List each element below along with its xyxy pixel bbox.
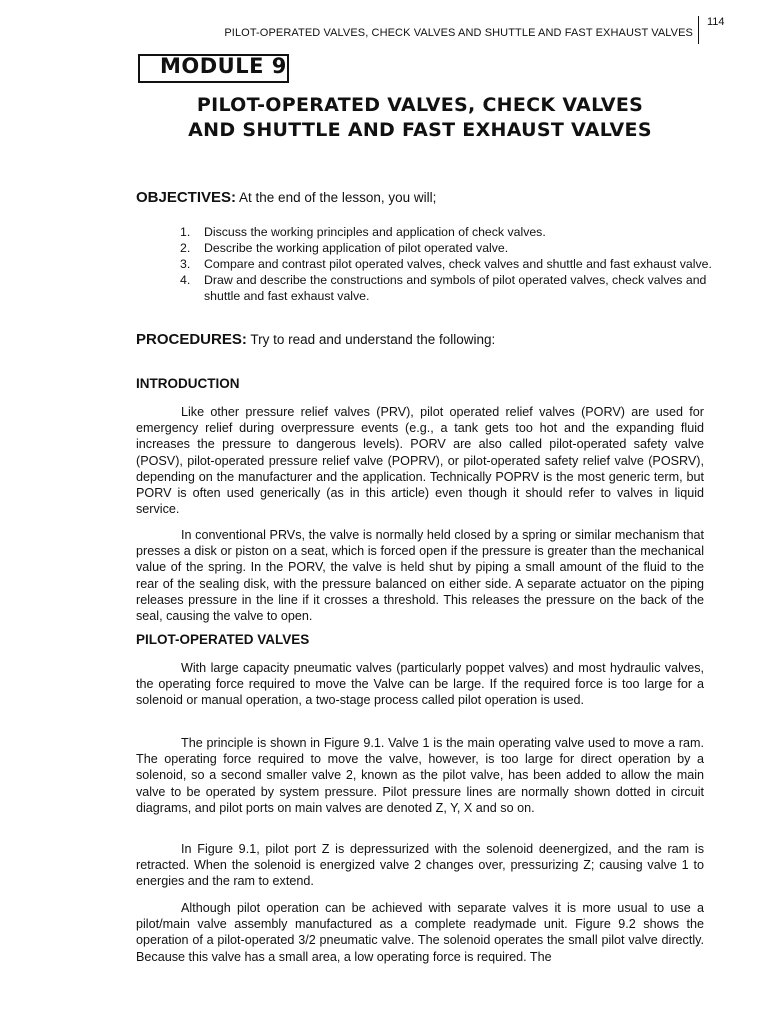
objective-text: Discuss the working principles and application of check valves. [204,225,546,239]
pilot-operated-paragraph-1: With large capacity pneumatic valves (particularly poppet valves) and most hydraulic valves, the operating force required to move the Valve can be large. If the required force is too large for a solenoid or manual operation, a two-stage process called pilot operation is used. [136,661,704,708]
objectives-line [136,189,736,206]
objectives-intro: At the end of the lesson, you will; [236,190,437,205]
objective-number: 1. [180,225,191,239]
introduction-paragraph-1: Like other pressure relief valves (PRV), pilot operated relief valves (PORV) are used for emergency relief during overpressure events (e.g., a tank gets too hot and the expanding fluid increases the pressure to dangerous levels). PORV are also called pilot-operated safety valve (POSV), pilot-operated pressure relief valve (POPRV), or pilot-operated safety relief valve (POSRV), depending on the manufacturer and the application. Technically POPRV is the most generic term, but PORV is often used generically (as in this article) even though it should refer to valves in liquid service. [136,405,704,517]
pilot-operated-heading: PILOT-OPERATED VALVES [136,632,310,647]
page-number: 114 [707,16,725,28]
objective-item [180,240,720,256]
objective-number: 2. [180,241,191,255]
objective-item [180,256,720,272]
page-title [120,93,720,143]
introduction-paragraph-2: In conventional PRVs, the valve is normally held closed by a spring or similar mechanism that presses a disk or piston on a seat, which is forced open if the pressure is greater than the mechanical value of the spring. In the PORV, the valve is held shut by piping a small amount of the fluid to the rear of the sealing disk, with the pressure balanced on either side. A separate actuator on the piping releases pressure in the line if it crosses a threshold. This releases the pressure on the back of the seal, causing the valve to open. [136,528,704,624]
objectives-label: OBJECTIVES: [136,189,237,206]
objective-number: 3. [180,257,191,271]
objective-item [180,224,720,240]
pilot-operated-paragraph-3: In Figure 9.1, pilot port Z is depressurized with the solenoid deenergized, and the ram is retracted. When the solenoid is energized valve 2 changes over, pressurizing Z; causing valve 1 to energies and the ram to extend. [136,842,704,889]
module-label: MODULE 9 [160,54,287,78]
objective-text: Draw and describe the constructions and symbols of pilot operated valves, check valves and shuttle and fast exhaust valve. [204,273,707,303]
pilot-operated-paragraph-2: The principle is shown in Figure 9.1. Valve 1 is the main operating valve used to move a ram. The operating force required to move the valve, however, is too large for direct operation by a solenoid, so a second smaller valve 2, known as the pilot valve, has been added to allow the main valve to be operated by system pressure. Pilot pressure lines are normally shown dotted in circuit diagrams, and pilot ports on main valves are denoted Z, Y, X and so on. [136,736,704,815]
title-line-2: AND SHUTTLE AND FAST EXHAUST VALVES [188,119,652,141]
objective-item [180,272,720,304]
header-divider [698,16,699,44]
objective-text: Describe the working application of pilot operated valve. [204,241,509,255]
title-line-1: PILOT-OPERATED VALVES, CHECK VALVES [196,94,644,116]
objectives-list [180,224,720,304]
running-header-title: PILOT-OPERATED VALVES, CHECK VALVES AND SHUTTLE AND FAST EXHAUST VALVES [224,27,693,39]
objective-text: Compare and contrast pilot operated valves, check valves and shuttle and fast exhaust valve. [204,257,712,271]
procedures-line [136,331,736,348]
procedures-text: Try to read and understand the following: [246,332,496,347]
introduction-heading: INTRODUCTION [136,376,240,391]
objective-number: 4. [180,273,191,287]
procedures-label: PROCEDURES: [136,331,247,348]
pilot-operated-paragraph-4: Although pilot operation can be achieved with separate valves it is more usual to use a pilot/main valve assembly manufactured as a complete readymade unit. Figure 9.2 shows the operation of a pilot-operated 3/2 pneumatic valve. The solenoid operates the small pilot valve directly. Because this valve has a small area, a low operating force is required. The [136,901,704,964]
